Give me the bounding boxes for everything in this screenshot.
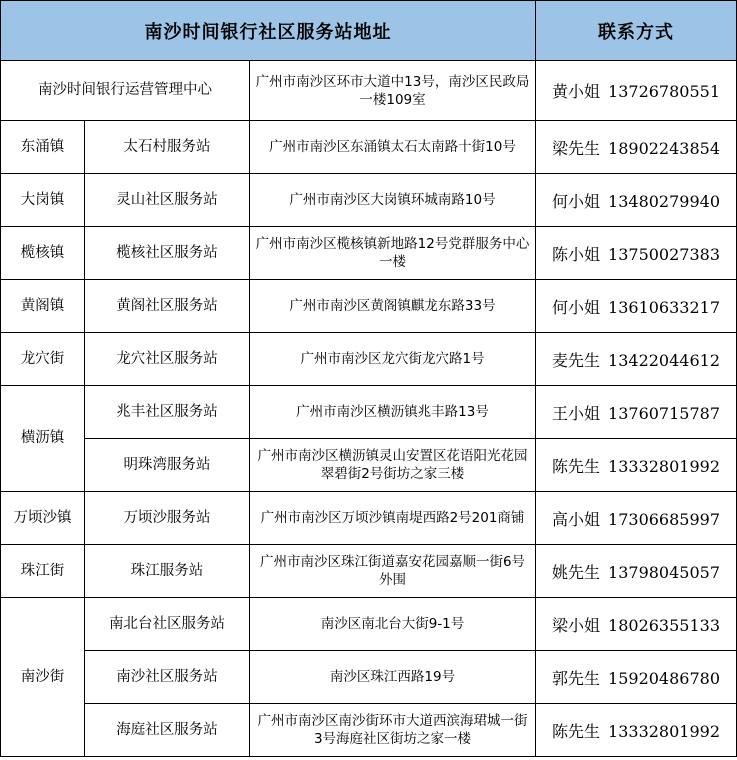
town-name: 横沥镇 (1, 386, 85, 492)
station-name: 太石村服务站 (85, 121, 250, 174)
contact-person: 麦先生 (552, 350, 601, 370)
contact-phone: 13798045057 (608, 562, 721, 582)
town-name: 万顷沙镇 (1, 492, 85, 545)
contact-cell (536, 439, 737, 492)
station-address: 广州市南沙区横沥镇灵山安置区花语阳光花园翠碧街2号街坊之家三楼 (250, 439, 536, 492)
contact-person: 姚先生 (552, 562, 601, 582)
contact-cell (536, 386, 737, 439)
contact-cell (536, 227, 737, 280)
town-name: 龙穴街 (1, 333, 85, 386)
contact-person: 郭先生 (552, 668, 601, 688)
contact-cell (536, 61, 737, 121)
contact-cell (536, 545, 737, 598)
station-address: 广州市南沙区东涌镇太石太南路十街10号 (250, 121, 536, 174)
contact-phone: 18026355133 (608, 615, 721, 635)
town-name: 大岗镇 (1, 174, 85, 227)
contact-cell (536, 704, 737, 757)
contact-cell (536, 174, 737, 227)
contact-person: 梁小姐 (552, 615, 601, 635)
contact-person: 何小姐 (552, 191, 601, 211)
contact-person: 高小姐 (552, 509, 601, 529)
contact-phone: 13332801992 (608, 456, 721, 476)
contact-person: 陈先生 (552, 721, 601, 741)
station-name: 灵山社区服务站 (85, 174, 250, 227)
town-name: 东涌镇 (1, 121, 85, 174)
station-name: 榄核社区服务站 (85, 227, 250, 280)
station-name: 兆丰社区服务站 (85, 386, 250, 439)
table-row (1, 227, 737, 280)
contact-phone: 13726780551 (608, 82, 721, 101)
contact-cell (536, 333, 737, 386)
header-row (1, 1, 737, 61)
contact-phone: 13750027383 (608, 244, 721, 264)
table-row (1, 280, 737, 333)
table-row (1, 704, 737, 757)
town-name: 南沙街 (1, 598, 85, 757)
station-address: 南沙区珠江西路19号 (250, 651, 536, 704)
contact-column-header: 联系方式 (536, 1, 737, 61)
station-name: 明珠湾服务站 (85, 439, 250, 492)
contact-phone: 15920486780 (608, 668, 721, 688)
contact-phone: 13480279940 (608, 191, 721, 211)
station-name: 南北台社区服务站 (85, 598, 250, 651)
station-address: 广州市南沙区万顷沙镇南堤西路2号201商铺 (250, 492, 536, 545)
table-row (1, 333, 737, 386)
contact-cell (536, 280, 737, 333)
station-name: 黄阁社区服务站 (85, 280, 250, 333)
address-column-header: 南沙时间银行社区服务站地址 (1, 1, 536, 61)
station-address: 广州市南沙区南沙街环市大道西滨海珺城一街3号海庭社区街坊之家一楼 (250, 704, 536, 757)
table-row (1, 174, 737, 227)
table-row (1, 439, 737, 492)
table-row (1, 651, 737, 704)
contact-cell (536, 492, 737, 545)
station-address: 广州市南沙区珠江街道嘉安花园嘉顺一街6号外围 (250, 545, 536, 598)
contact-cell (536, 121, 737, 174)
table-row (1, 121, 737, 174)
station-name: 海庭社区服务站 (85, 704, 250, 757)
station-address: 广州市南沙区龙穴街龙穴路1号 (250, 333, 536, 386)
contact-person: 黄小姐 (552, 82, 601, 101)
contact-person: 何小姐 (552, 297, 601, 317)
contact-phone: 13422044612 (608, 350, 721, 370)
contact-person: 陈先生 (552, 456, 601, 476)
contact-phone: 18902243854 (608, 138, 721, 158)
contact-phone: 13760715787 (608, 403, 721, 423)
station-address: 南沙区南北台大街9-1号 (250, 598, 536, 651)
station-name: 龙穴社区服务站 (85, 333, 250, 386)
table-row (1, 545, 737, 598)
table-row (1, 386, 737, 439)
station-address: 广州市南沙区黄阁镇麒龙东路33号 (250, 280, 536, 333)
contact-person: 梁先生 (552, 138, 601, 158)
station-name: 万顷沙服务站 (85, 492, 250, 545)
contact-person: 王小姐 (552, 403, 601, 423)
town-name: 珠江街 (1, 545, 85, 598)
town-name: 榄核镇 (1, 227, 85, 280)
contact-phone: 13610633217 (608, 297, 721, 317)
center-address: 广州市南沙区环市大道中13号，南沙区民政局一楼109室 (250, 61, 536, 121)
table-row (1, 598, 737, 651)
contact-person: 陈小姐 (552, 244, 601, 264)
town-name: 黄阁镇 (1, 280, 85, 333)
contact-cell (536, 598, 737, 651)
station-address: 广州市南沙区横沥镇兆丰路13号 (250, 386, 536, 439)
contact-phone: 17306685997 (608, 509, 721, 529)
station-address: 广州市南沙区榄核镇新地路12号党群服务中心一楼 (250, 227, 536, 280)
station-address: 广州市南沙区大岗镇环城南路10号 (250, 174, 536, 227)
table-row (1, 492, 737, 545)
contact-phone: 13332801992 (608, 721, 721, 741)
table-row (1, 61, 737, 121)
station-name: 珠江服务站 (85, 545, 250, 598)
center-name: 南沙时间银行运营管理中心 (1, 61, 250, 121)
contact-cell (536, 651, 737, 704)
station-name: 南沙社区服务站 (85, 651, 250, 704)
